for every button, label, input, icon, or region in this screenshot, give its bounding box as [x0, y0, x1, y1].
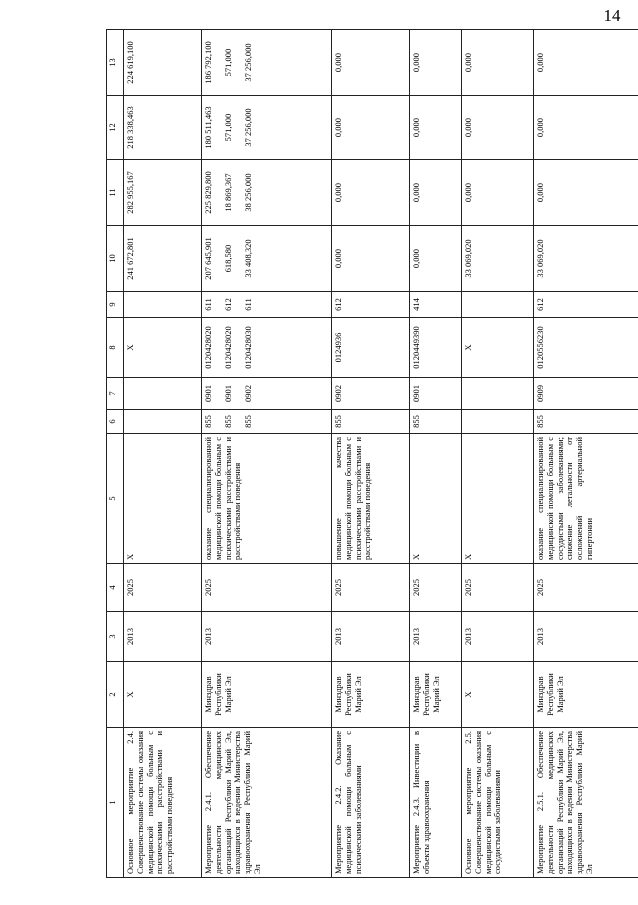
table-cell: 2013: [410, 612, 462, 662]
table-cell: 0,000: [410, 96, 462, 160]
table-row: [202, 30, 332, 878]
table-cell: 0,000: [462, 96, 534, 160]
table-cell: 218 338,463: [124, 96, 202, 160]
header-cell: 10: [107, 226, 124, 292]
page-number: 14: [603, 6, 621, 25]
table-cell: 2025: [410, 564, 462, 612]
table-cell: 2013: [202, 612, 332, 662]
table-cell: 0,000: [410, 30, 462, 96]
table-cell: 186 792,100 571,000 37 256,000: [202, 30, 332, 96]
header-cell: 4: [107, 564, 124, 612]
table-row: [410, 30, 462, 878]
header-cell: 7: [107, 378, 124, 410]
table-cell: 414: [410, 292, 462, 318]
table-cell: 33 069,020: [462, 226, 534, 292]
table-cell: X: [124, 662, 202, 728]
table-cell: 2013: [462, 612, 534, 662]
budget-table-sheet: [106, 30, 628, 878]
table-cell: [124, 292, 202, 318]
table-cell: 225 829,800 18 869,367 38 256,000: [202, 160, 332, 226]
table-cell: 0,000: [462, 30, 534, 96]
table-cell: X: [124, 434, 202, 564]
table-cell: 0120556230: [534, 318, 638, 378]
table-cell: 2013: [124, 612, 202, 662]
table-cell: 2025: [534, 564, 638, 612]
table-cell: Минздрав Республики Марий Эл: [534, 662, 638, 728]
table-cell: 2025: [202, 564, 332, 612]
table-cell: [124, 378, 202, 410]
table-cell: 33 069,020: [534, 226, 638, 292]
table-cell: Мероприятие 2.4.3. Инвестиции в объекты здравоохранения: [410, 728, 462, 878]
table-cell: X: [462, 318, 534, 378]
header-cell: 13: [107, 30, 124, 96]
table-cell: X: [462, 434, 534, 564]
table-cell: 224 619,100: [124, 30, 202, 96]
header-cell: 9: [107, 292, 124, 318]
table-cell: 855: [332, 410, 410, 434]
header-cell: 2: [107, 662, 124, 728]
header-cell: 12: [107, 96, 124, 160]
table-cell: 2025: [462, 564, 534, 612]
table-cell: Минздрав Республики Марий Эл: [202, 662, 332, 728]
table-cell: 0,000: [332, 226, 410, 292]
table-cell: 0124936: [332, 318, 410, 378]
table-cell: 2025: [124, 564, 202, 612]
table-cell: X: [410, 434, 462, 564]
table-cell: [124, 410, 202, 434]
table-cell: 612: [534, 292, 638, 318]
table-cell: оказание специализированной медицинской помощи больным с психическими расстройствами и расстройствами поведения: [202, 434, 332, 564]
table-cell: 0909: [534, 378, 638, 410]
table-row: [332, 30, 410, 878]
header-cell: 5: [107, 434, 124, 564]
table-cell: 0901: [410, 378, 462, 410]
table-cell: 0120428020 0120428020 0120428030: [202, 318, 332, 378]
table-cell: X: [124, 318, 202, 378]
table-cell: 282 955,167: [124, 160, 202, 226]
table-cell: оказание специализированной медицинской помощи больным с сосудистыми заболеваниями; снижение летальности от осложнений артериальной гипертонии: [534, 434, 638, 564]
table-cell: Основное мероприятие 2.4. Совершенствование системы оказания медицинской помощи больным с психическими расстройствами и расстройствами поведения: [124, 728, 202, 878]
table-cell: 0,000: [332, 160, 410, 226]
table-cell: 0120449390: [410, 318, 462, 378]
table-cell: Минздрав Республики Марий Эл: [332, 662, 410, 728]
table-cell: 0901 0901 0902: [202, 378, 332, 410]
table-cell: 207 645,901 618,580 33 408,320: [202, 226, 332, 292]
table-cell: 612: [332, 292, 410, 318]
table-cell: Мероприятие 2.4.1. Обеспечение деятельности медицинских организаций Республики Марий Эл, находящихся в ведении Министерства здравоохранения Республики Марий Эл: [202, 728, 332, 878]
header-cell: 3: [107, 612, 124, 662]
table-cell: повышение качества медицинской помощи больным с психическими расстройствами и расстройствами поведения: [332, 434, 410, 564]
table-cell: 241 672,801: [124, 226, 202, 292]
table-cell: 2013: [332, 612, 410, 662]
table-cell: 0,000: [462, 160, 534, 226]
table-cell: 180 511,463 571,000 37 256,000: [202, 96, 332, 160]
table-cell: 855 855 855: [202, 410, 332, 434]
table-cell: 0,000: [410, 160, 462, 226]
table-row: [124, 30, 202, 878]
table-cell: 0,000: [534, 160, 638, 226]
table-body: [124, 30, 638, 878]
table-cell: [462, 410, 534, 434]
header-cell: 1: [107, 728, 124, 878]
table-cell: 611 612 611: [202, 292, 332, 318]
table-cell: Минздрав Республики Марий Эл: [410, 662, 462, 728]
header-cell: 11: [107, 160, 124, 226]
table-cell: 855: [534, 410, 638, 434]
table-cell: 0,000: [332, 30, 410, 96]
table-cell: [462, 378, 534, 410]
header-row: [107, 30, 124, 878]
table-row: [462, 30, 534, 878]
table-cell: 0,000: [534, 30, 638, 96]
table-cell: 0,000: [534, 96, 638, 160]
table-cell: 0,000: [410, 226, 462, 292]
budget-table: [106, 29, 638, 878]
table-cell: 2013: [534, 612, 638, 662]
table-row: [534, 30, 638, 878]
table-cell: X: [462, 662, 534, 728]
table-cell: 855: [410, 410, 462, 434]
table-cell: 0902: [332, 378, 410, 410]
table-cell: 2025: [332, 564, 410, 612]
table-cell: [462, 292, 534, 318]
table-cell: Мероприятие 2.5.1. Обеспечение деятельности медицинских организаций Республики Марий Эл, находящихся в ведении Министерства здравоохранения Республики Марий Эл: [534, 728, 638, 878]
table-cell: Мероприятие 2.4.2. Оказание медицинской помощи больным с психическими заболеваниями: [332, 728, 410, 878]
table-cell: 0,000: [332, 96, 410, 160]
table-cell: Основное мероприятие 2.5. Совершенствование системы оказания медицинской помощи больным с сосудистыми заболеваниями: [462, 728, 534, 878]
header-cell: 8: [107, 318, 124, 378]
header-cell: 6: [107, 410, 124, 434]
